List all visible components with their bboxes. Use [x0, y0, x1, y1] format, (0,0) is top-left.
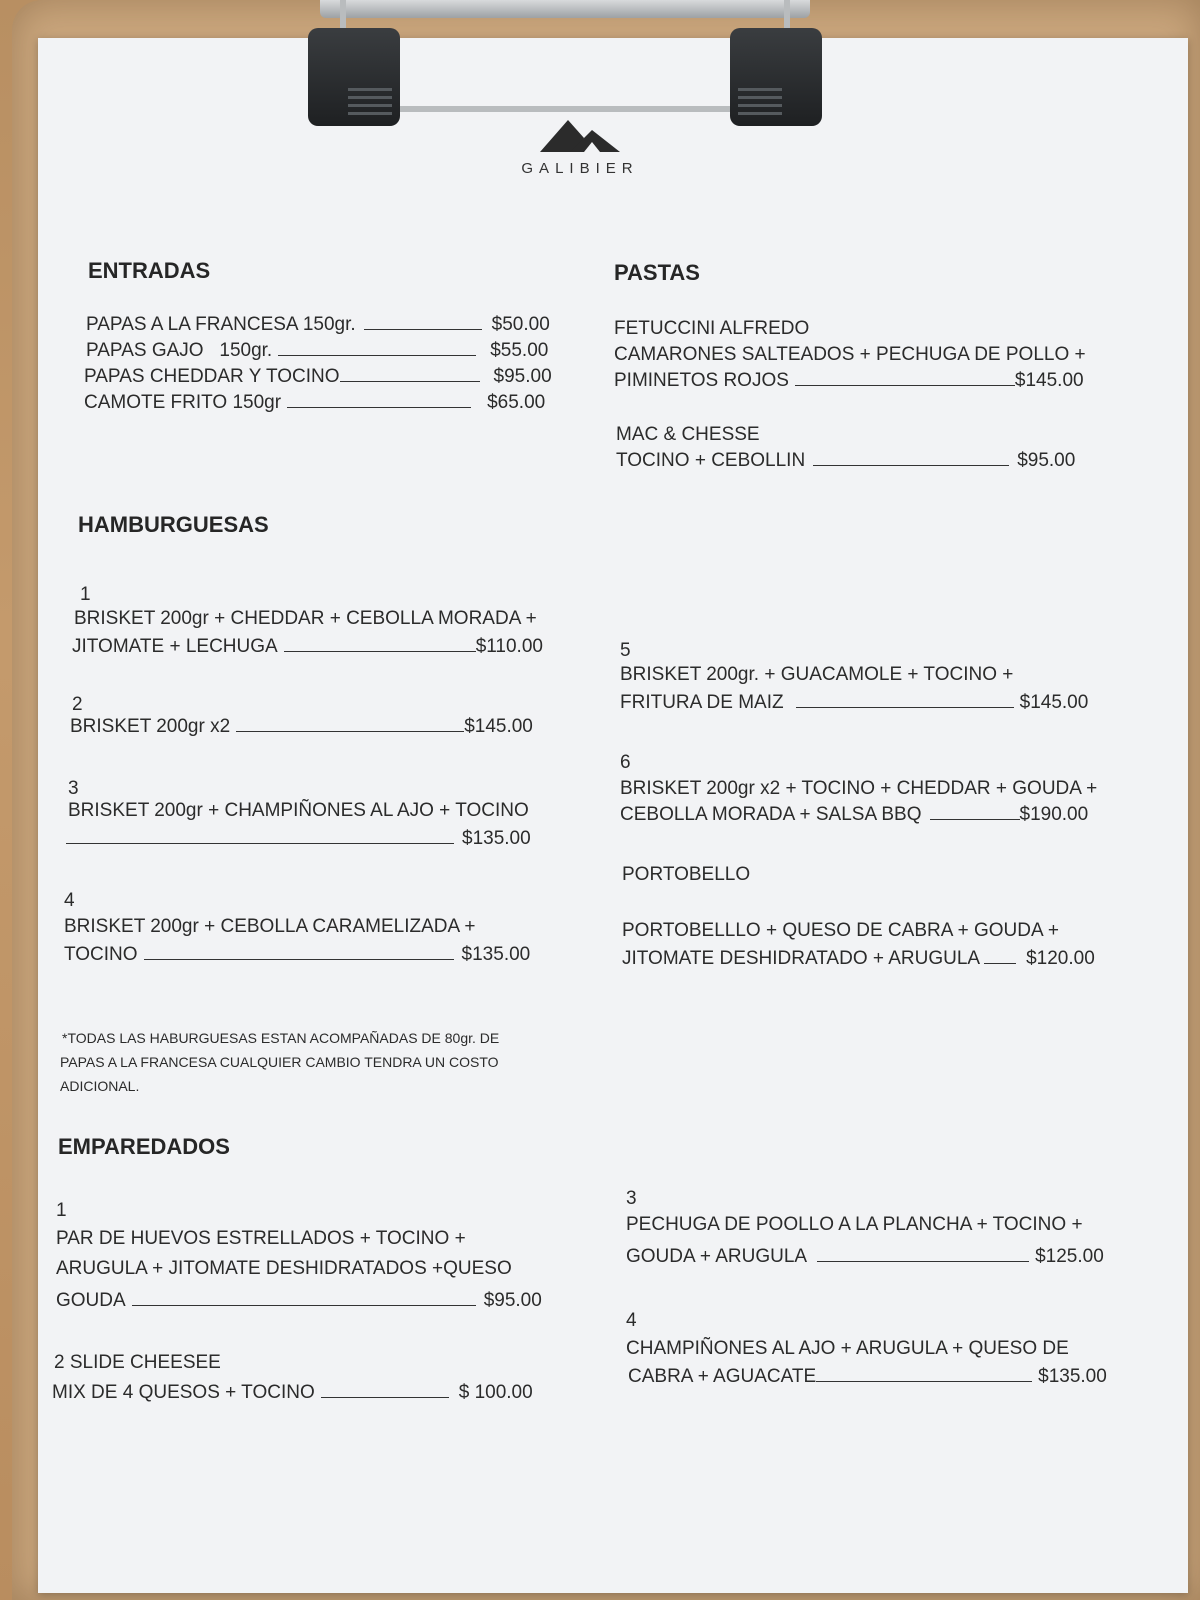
item-price: $95.00	[493, 366, 552, 387]
item-desc: PIMINETOS ROJOS	[614, 370, 789, 391]
sandwich-desc-4: CHAMPIÑONES AL AJO + ARUGULA + QUESO DE	[626, 1338, 1069, 1359]
item-desc: CEBOLLA MORADA + SALSA BBQ	[620, 804, 922, 825]
menu-item-entradas-2	[86, 340, 548, 362]
sandwich-number-1: 1	[56, 1200, 67, 1221]
item-price: $135.00	[461, 944, 531, 965]
menu-item-entradas-4	[84, 392, 545, 414]
item-desc: TOCINO	[64, 944, 138, 965]
item-price: $65.00	[487, 392, 546, 413]
sandwich-line-2	[52, 1382, 533, 1404]
burger-line-6	[620, 804, 1088, 826]
burger-note-line-1: *TODAS LAS HABURGUESAS ESTAN ACOMPAÑADAS DE 80gr. DE	[62, 1030, 500, 1046]
clip-right-pad	[730, 28, 822, 126]
burger-number-5: 5	[620, 640, 631, 661]
item-desc: MIX DE 4 QUESOS + TOCINO	[52, 1382, 315, 1403]
burger-desc-5: BRISKET 200gr. + GUACAMOLE + TOCINO +	[620, 664, 1014, 685]
burger-line-5	[620, 692, 1088, 714]
item-price: $ 100.00	[458, 1382, 533, 1403]
burger-line-portobello	[622, 948, 1095, 970]
burger-note-line-2: PAPAS A LA FRANCESA CUALQUIER CAMBIO TENDRA UN COSTO	[60, 1054, 499, 1070]
mountain-logo-icon	[540, 116, 620, 156]
item-name: CAMOTE FRITO 150gr	[84, 392, 282, 413]
burger-number-1: 1	[80, 584, 91, 605]
section-heading-emparedados: EMPAREDADOS	[58, 1134, 230, 1159]
burger-line-4	[64, 944, 530, 966]
item-desc: GOUDA	[56, 1290, 126, 1311]
burger-line-2	[70, 716, 533, 738]
item-desc: BRISKET 200gr x2	[70, 716, 231, 737]
item-price: $50.00	[491, 314, 550, 335]
burger-desc-1: BRISKET 200gr + CHEDDAR + CEBOLLA MORADA +	[74, 608, 537, 629]
item-price: $135.00	[1038, 1366, 1107, 1387]
burger-note-line-3: ADICIONAL.	[60, 1078, 140, 1094]
burger-number-6: 6	[620, 752, 631, 773]
sandwich-number-3: 3	[626, 1188, 637, 1209]
item-desc: FRITURA DE MAIZ	[620, 692, 784, 713]
item-desc: TOCINO + CEBOLLIN	[616, 450, 806, 471]
item-desc: JITOMATE + LECHUGA	[72, 636, 278, 657]
item-name: PAPAS A LA FRANCESA 150gr.	[86, 314, 356, 335]
sandwich-desc-1b: ARUGULA + JITOMATE DESHIDRATADOS +QUESO	[56, 1258, 512, 1279]
sandwich-number-4: 4	[626, 1310, 637, 1331]
item-price: $145.00	[1019, 692, 1089, 713]
brand-name: GALIBIER	[521, 160, 639, 177]
section-heading-pastas: PASTAS	[614, 260, 700, 285]
item-price: $145.00	[464, 716, 533, 737]
burger-desc-6: BRISKET 200gr x2 + TOCINO + CHEDDAR + GOUDA +	[620, 778, 1098, 799]
pasta-title-2: MAC & CHESSE	[616, 424, 760, 445]
sandwich-line-1	[56, 1290, 542, 1312]
section-heading-entradas: ENTRADAS	[88, 258, 211, 283]
item-price: $145.00	[1014, 370, 1084, 391]
sandwich-line-3	[626, 1246, 1104, 1268]
burger-number-2: 2	[72, 694, 83, 715]
burger-desc-portobello: PORTOBELLLO + QUESO DE CABRA + GOUDA +	[622, 920, 1059, 941]
item-price: $190.00	[1019, 804, 1089, 825]
item-desc: GOUDA + ARUGULA	[626, 1246, 808, 1267]
pasta-title-1: FETUCCINI ALFREDO	[614, 318, 810, 339]
menu-item-entradas-3	[84, 366, 552, 388]
sandwich-title-2: 2 SLIDE CHEESEE	[54, 1352, 221, 1373]
burger-line-1	[72, 636, 543, 658]
pasta-desc-1: CAMARONES SALTEADOS + PECHUGA DE POLLO +	[614, 344, 1086, 365]
burger-line-3	[66, 828, 531, 850]
section-heading-hamburguesas: HAMBURGUESAS	[78, 512, 269, 537]
item-price: $55.00	[490, 340, 549, 361]
item-price: $110.00	[475, 636, 543, 657]
item-name: PAPAS GAJO 150gr.	[86, 340, 273, 361]
burger-number-4: 4	[64, 890, 75, 911]
sandwich-desc-1a: PAR DE HUEVOS ESTRELLADOS + TOCINO +	[56, 1228, 466, 1249]
item-name: PAPAS CHEDDAR Y TOCINO	[84, 366, 340, 387]
burger-number-3: 3	[68, 778, 79, 799]
item-desc: JITOMATE DESHIDRATADO + ARUGULA	[622, 948, 981, 969]
burger-title-portobello: PORTOBELLO	[622, 864, 751, 885]
item-price: $95.00	[1017, 450, 1076, 471]
menu-item-entradas-1	[86, 314, 550, 336]
item-price: $95.00	[483, 1290, 542, 1311]
sandwich-desc-3: PECHUGA DE POOLLO A LA PLANCHA + TOCINO +	[626, 1214, 1083, 1235]
item-price: $125.00	[1035, 1246, 1104, 1267]
pasta-line-1	[614, 370, 1084, 392]
clip-left-pad	[308, 28, 400, 126]
item-price: $135.00	[462, 828, 531, 849]
item-price: $120.00	[1026, 948, 1095, 969]
pasta-line-2	[616, 450, 1075, 472]
burger-desc-4: BRISKET 200gr + CEBOLLA CARAMELIZADA +	[64, 916, 476, 937]
clip-wire	[340, 0, 790, 112]
item-desc: CABRA + AGUACATE	[628, 1366, 817, 1387]
burger-desc-3: BRISKET 200gr + CHAMPIÑONES AL AJO + TOCINO	[68, 800, 529, 821]
sandwich-line-4	[628, 1366, 1107, 1388]
